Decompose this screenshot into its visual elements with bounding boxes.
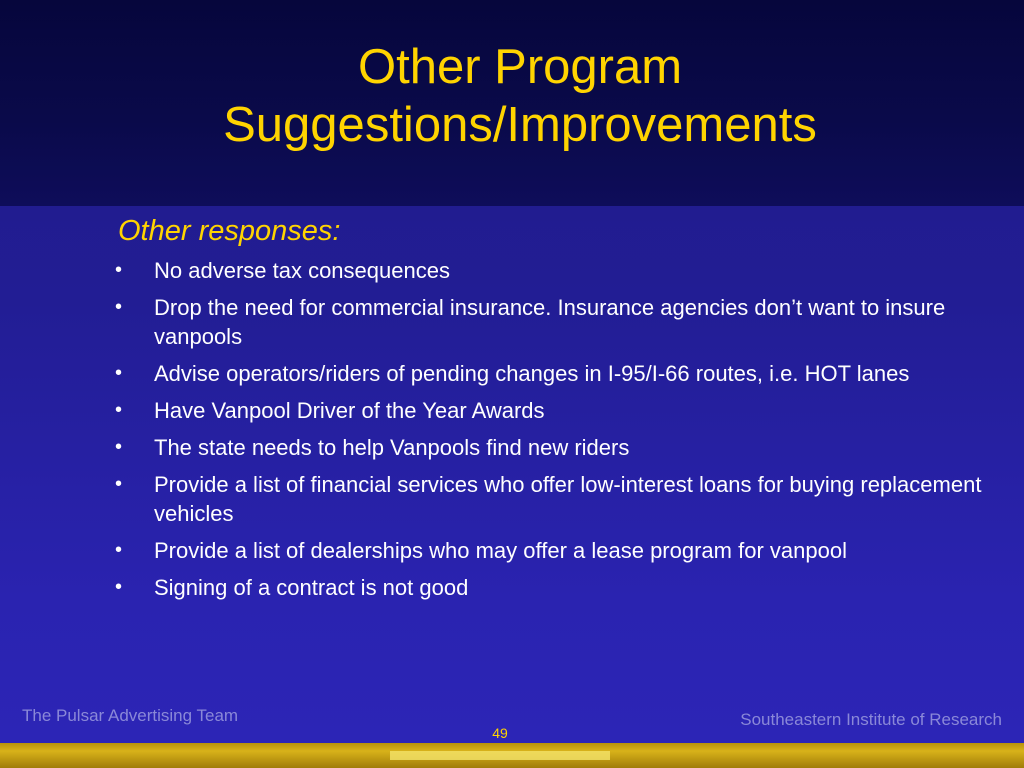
list-item (115, 573, 988, 602)
bullet-list (115, 256, 988, 602)
bullet-icon: • (115, 539, 123, 561)
list-item (115, 433, 988, 462)
page-number: 49 (492, 725, 508, 741)
list-item-text: No adverse tax consequences (154, 258, 450, 283)
list-item (115, 396, 988, 425)
list-item-text: Signing of a contract is not good (154, 575, 469, 600)
bullet-icon: • (115, 296, 123, 318)
bullet-icon: • (115, 362, 123, 384)
list-item (115, 256, 988, 285)
list-item-text: Provide a list of financial services who offer low-interest loans for buying replacement vehicles (154, 472, 982, 526)
subheading: Other responses: (118, 215, 341, 247)
list-item-text: Drop the need for commercial insurance. Insurance agencies don’t want to insure vanpools (154, 295, 946, 349)
list-item-text: The state needs to help Vanpools find new riders (154, 435, 630, 460)
slide-title (0, 38, 1024, 154)
list-item (115, 359, 988, 388)
bullet-icon: • (115, 436, 123, 458)
bullet-icon: • (115, 473, 123, 495)
list-item (115, 470, 988, 528)
list-item (115, 536, 988, 565)
slide-title-line-1: Other Program (357, 40, 683, 94)
list-item-text: Provide a list of dealerships who may offer a lease program for vanpool (154, 538, 847, 563)
bottom-bar-highlight (390, 751, 610, 760)
footer-left-text: The Pulsar Advertising Team (22, 706, 239, 725)
bullet-icon: • (115, 399, 123, 421)
list-item-text: Have Vanpool Driver of the Year Awards (154, 398, 545, 423)
slide-title-line-2: Suggestions/Improvements (223, 98, 817, 152)
footer-right-text: Southeastern Institute of Research (740, 710, 1002, 729)
slide-content (115, 212, 988, 610)
bullet-icon: • (115, 576, 123, 598)
list-item (115, 293, 988, 351)
list-item-text: Advise operators/riders of pending changes in I-95/I-66 routes, i.e. HOT lanes (154, 361, 910, 386)
bullet-icon: • (115, 259, 123, 281)
bottom-bar (0, 743, 1024, 768)
